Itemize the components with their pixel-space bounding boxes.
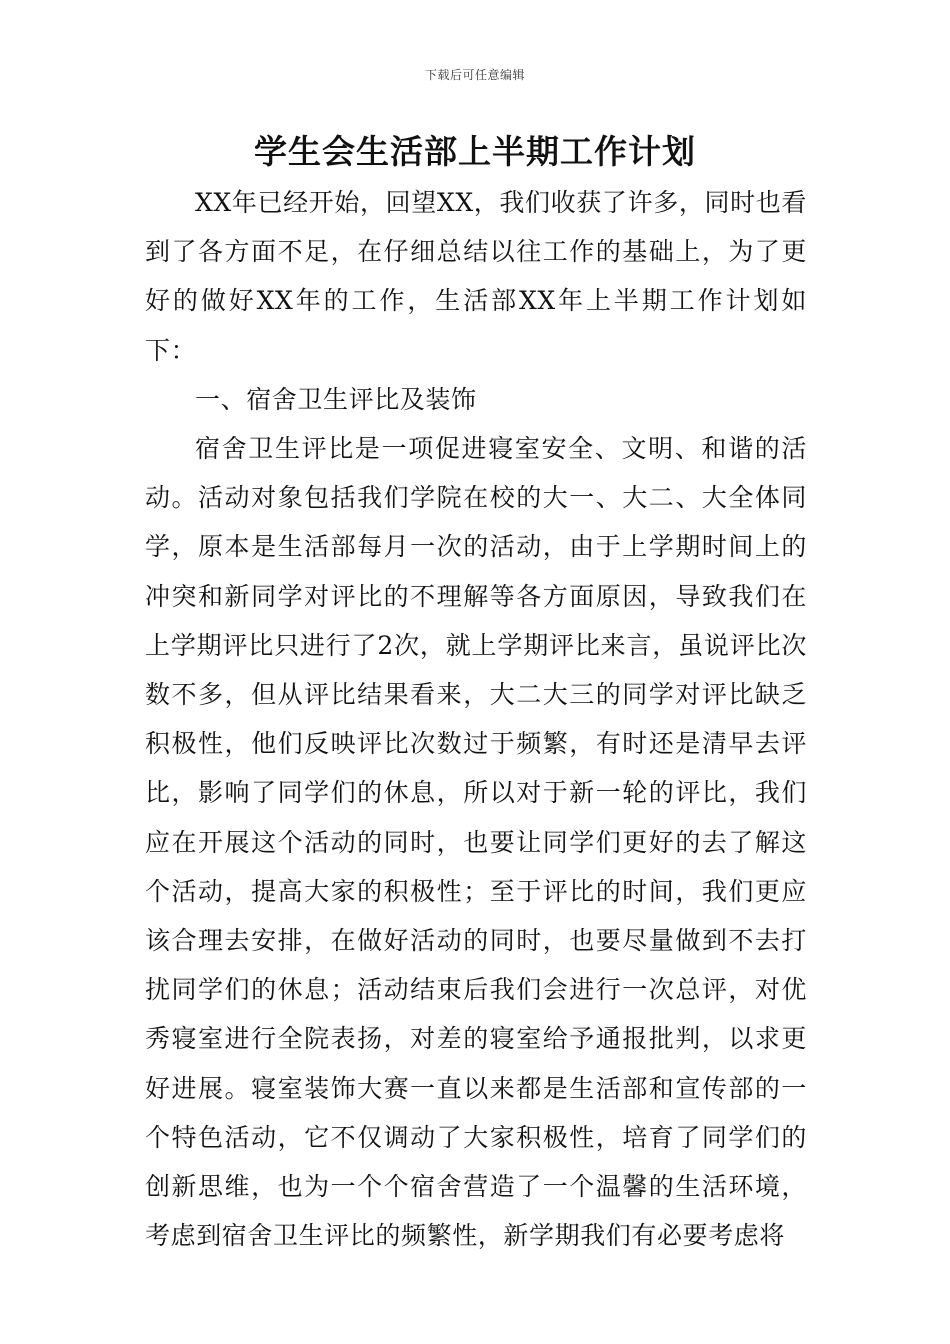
header-note: 下载后可任意编辑 [424, 68, 525, 82]
document-title: 学生会生活部上半期工作计划 [254, 132, 696, 171]
section-heading-1: 一、宿舍卫生评比及装饰 [195, 384, 477, 414]
paragraph-intro: XX年已经开始，回望XX，我们收获了许多，同时也看到了各方面不足，在仔细总结以往工作的基础上，为了更好的做好XX年的工作，生活部XX年上半期工作计划如下： [145, 188, 807, 365]
document-body [145, 178, 807, 1260]
paragraph-dorm-evaluation: 宿舍卫生评比是一项促进寝室安全、文明、和谐的活动。活动对象包括我们学院在校的大一、大二、大全体同学，原本是生活部每月一次的活动，由于上学期时间上的冲突和新同学对评比的不理解等各方面原因，导致我们在上学期评比只进行了2次，就上学期评比来言，虽说评比次数不多，但从评比结果看来，大二大三的同学对评比缺乏积极性，他们反映评比次数过于频繁，有时还是清早去评比，影响了同学们的休息，所以对于新一轮的评比，我们应在开展这个活动的同时，也要让同学们更好的去了解这个活动，提高大家的积极性；至于评比的时间，我们更应该合理去安排，在做好活动的同时，也要尽量做到不去打扰同学们的休息；活动结束后我们会进行一次总评，对优秀寝室进行全院表扬，对差的寝室给予通报批判，以求更好进展。寝室装饰大赛一直以来都是生活部和宣传部的一个特色活动，它不仅调动了大家积极性，培育了同学们的创新思维，也为一个个宿舍营造了一个温馨的生活环境，考虑到宿舍卫生评比的频繁性，新学期我们有必要考虑将 [145, 434, 807, 1251]
